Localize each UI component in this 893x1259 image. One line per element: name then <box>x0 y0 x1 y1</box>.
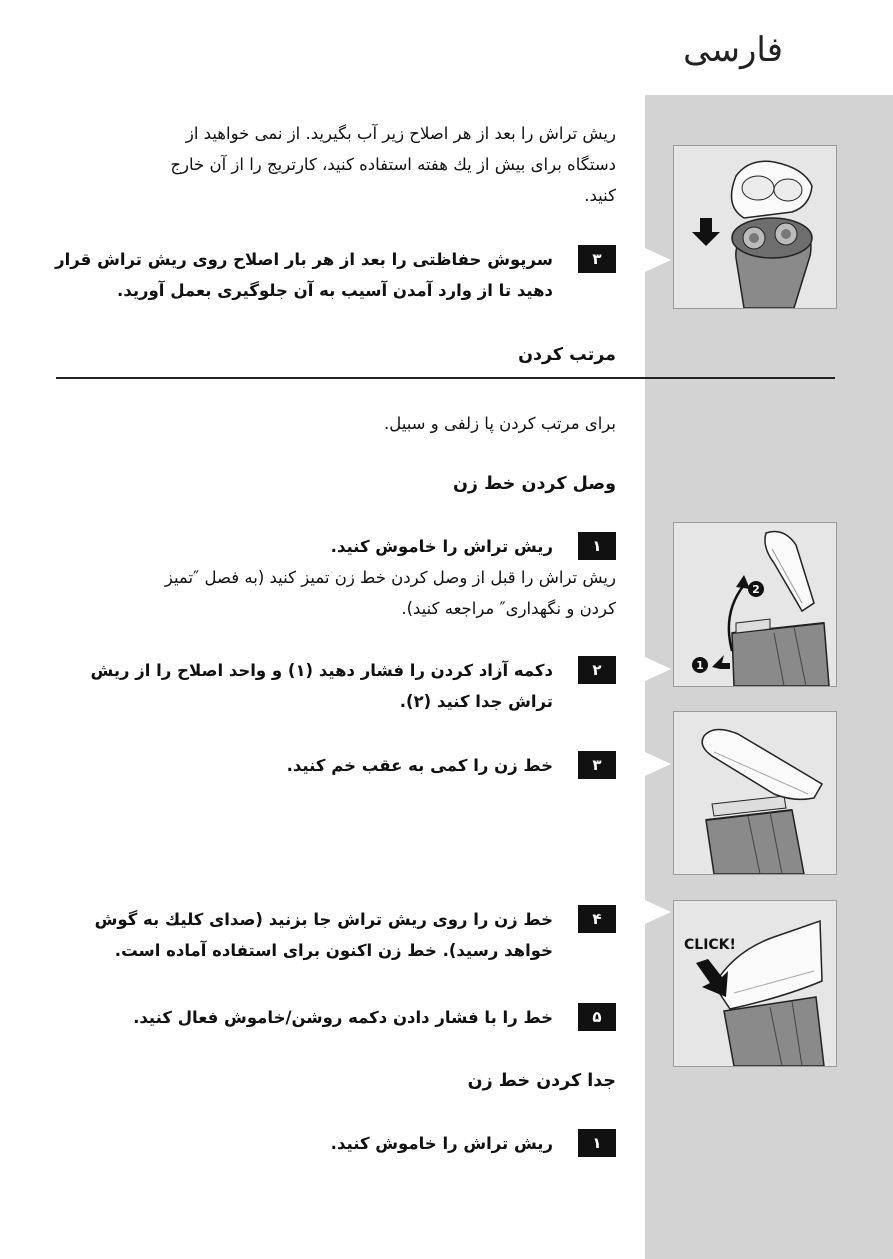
step-number-5: ۵ <box>578 1003 616 1031</box>
step-3-text <box>55 244 553 306</box>
step-number-3: ۳ <box>578 245 616 273</box>
step-line: خط زن را روی ریش تراش جا بزنید (صدای كلیك به گوش <box>94 910 553 929</box>
paragraph-line: ریش تراش را بعد از هر اصلاح زیر آب بگیرید. از نمی خواهید از <box>185 124 616 143</box>
section-divider <box>56 377 835 379</box>
illustration-pointer <box>645 248 671 272</box>
illustration-click-in <box>673 900 837 1067</box>
step-line: سرپوش حفاظتی را بعد از هر بار اصلاح روی ریش تراش قرار <box>55 250 553 269</box>
step-line: تراش جدا كنید (۲). <box>399 692 553 711</box>
paragraph-line: كنید. <box>584 186 616 205</box>
illustration-detach-unit <box>673 522 837 687</box>
step-line: خواهد رسید). خط زن اكنون برای استفاده آماده است. <box>114 941 553 960</box>
marker-1-label: 1 <box>696 659 704 672</box>
step-number-1: ۱ <box>578 532 616 560</box>
subheading-detach: جدا كردن خط زن <box>467 1071 616 1091</box>
illustration-protective-cap <box>673 145 837 309</box>
step-line: دهید تا از وارد آمدن آسیب به آن جلوگیری بعمل آورید. <box>117 281 553 300</box>
illustration-pointer <box>645 900 671 924</box>
attach-step-5-text: خط را با فشار دادن دكمه روشن/خاموش فعال كنید. <box>133 1008 553 1027</box>
attach-step-1-text: ریش تراش را خاموش كنید. <box>330 537 553 556</box>
marker-2-label: 2 <box>752 583 760 596</box>
step-number-2: ۲ <box>578 656 616 684</box>
attach-step-4-text <box>95 904 553 966</box>
illustration-pointer <box>645 657 671 681</box>
cleaning-paragraph <box>170 118 616 211</box>
step-number-3b: ۳ <box>578 751 616 779</box>
section-heading-trimming: مرتب كردن <box>518 345 616 365</box>
arrow-icon <box>712 655 730 669</box>
subheading-attach: وصل كردن خط زن <box>452 474 616 494</box>
illustration-tilt-trimmer <box>673 711 837 875</box>
attach-step-2-text <box>91 655 553 717</box>
click-label: CLICK! <box>684 937 736 953</box>
note-line: ریش تراش را قبل از وصل كردن خط زن تمیز كنید (به فصل ″تمیز <box>164 568 616 587</box>
note-line: كردن و نگهداری″ مراجعه كنید). <box>401 599 616 618</box>
illustration-pointer <box>645 752 671 776</box>
attach-step-1-note <box>165 562 616 624</box>
step-line: دكمه آزاد كردن را فشار دهید (۱) و واحد اصلاح را از ریش <box>90 661 553 680</box>
paragraph-line: دستگاه برای بیش از یك هفته استفاده كنید، كارتریج را از آن خارج <box>170 155 616 174</box>
language-title: فارسی <box>683 30 783 70</box>
detach-step-1-text: ریش تراش را خاموش كنید. <box>330 1134 553 1153</box>
step-number-1b: ۱ <box>578 1129 616 1157</box>
step-number-4: ۴ <box>578 905 616 933</box>
attach-step-3-text: خط زن را كمی به عقب خم كنید. <box>286 756 553 775</box>
trimming-intro: برای مرتب كردن پا زلفی و سبیل. <box>383 414 616 433</box>
press-arrow-icon <box>696 959 728 997</box>
